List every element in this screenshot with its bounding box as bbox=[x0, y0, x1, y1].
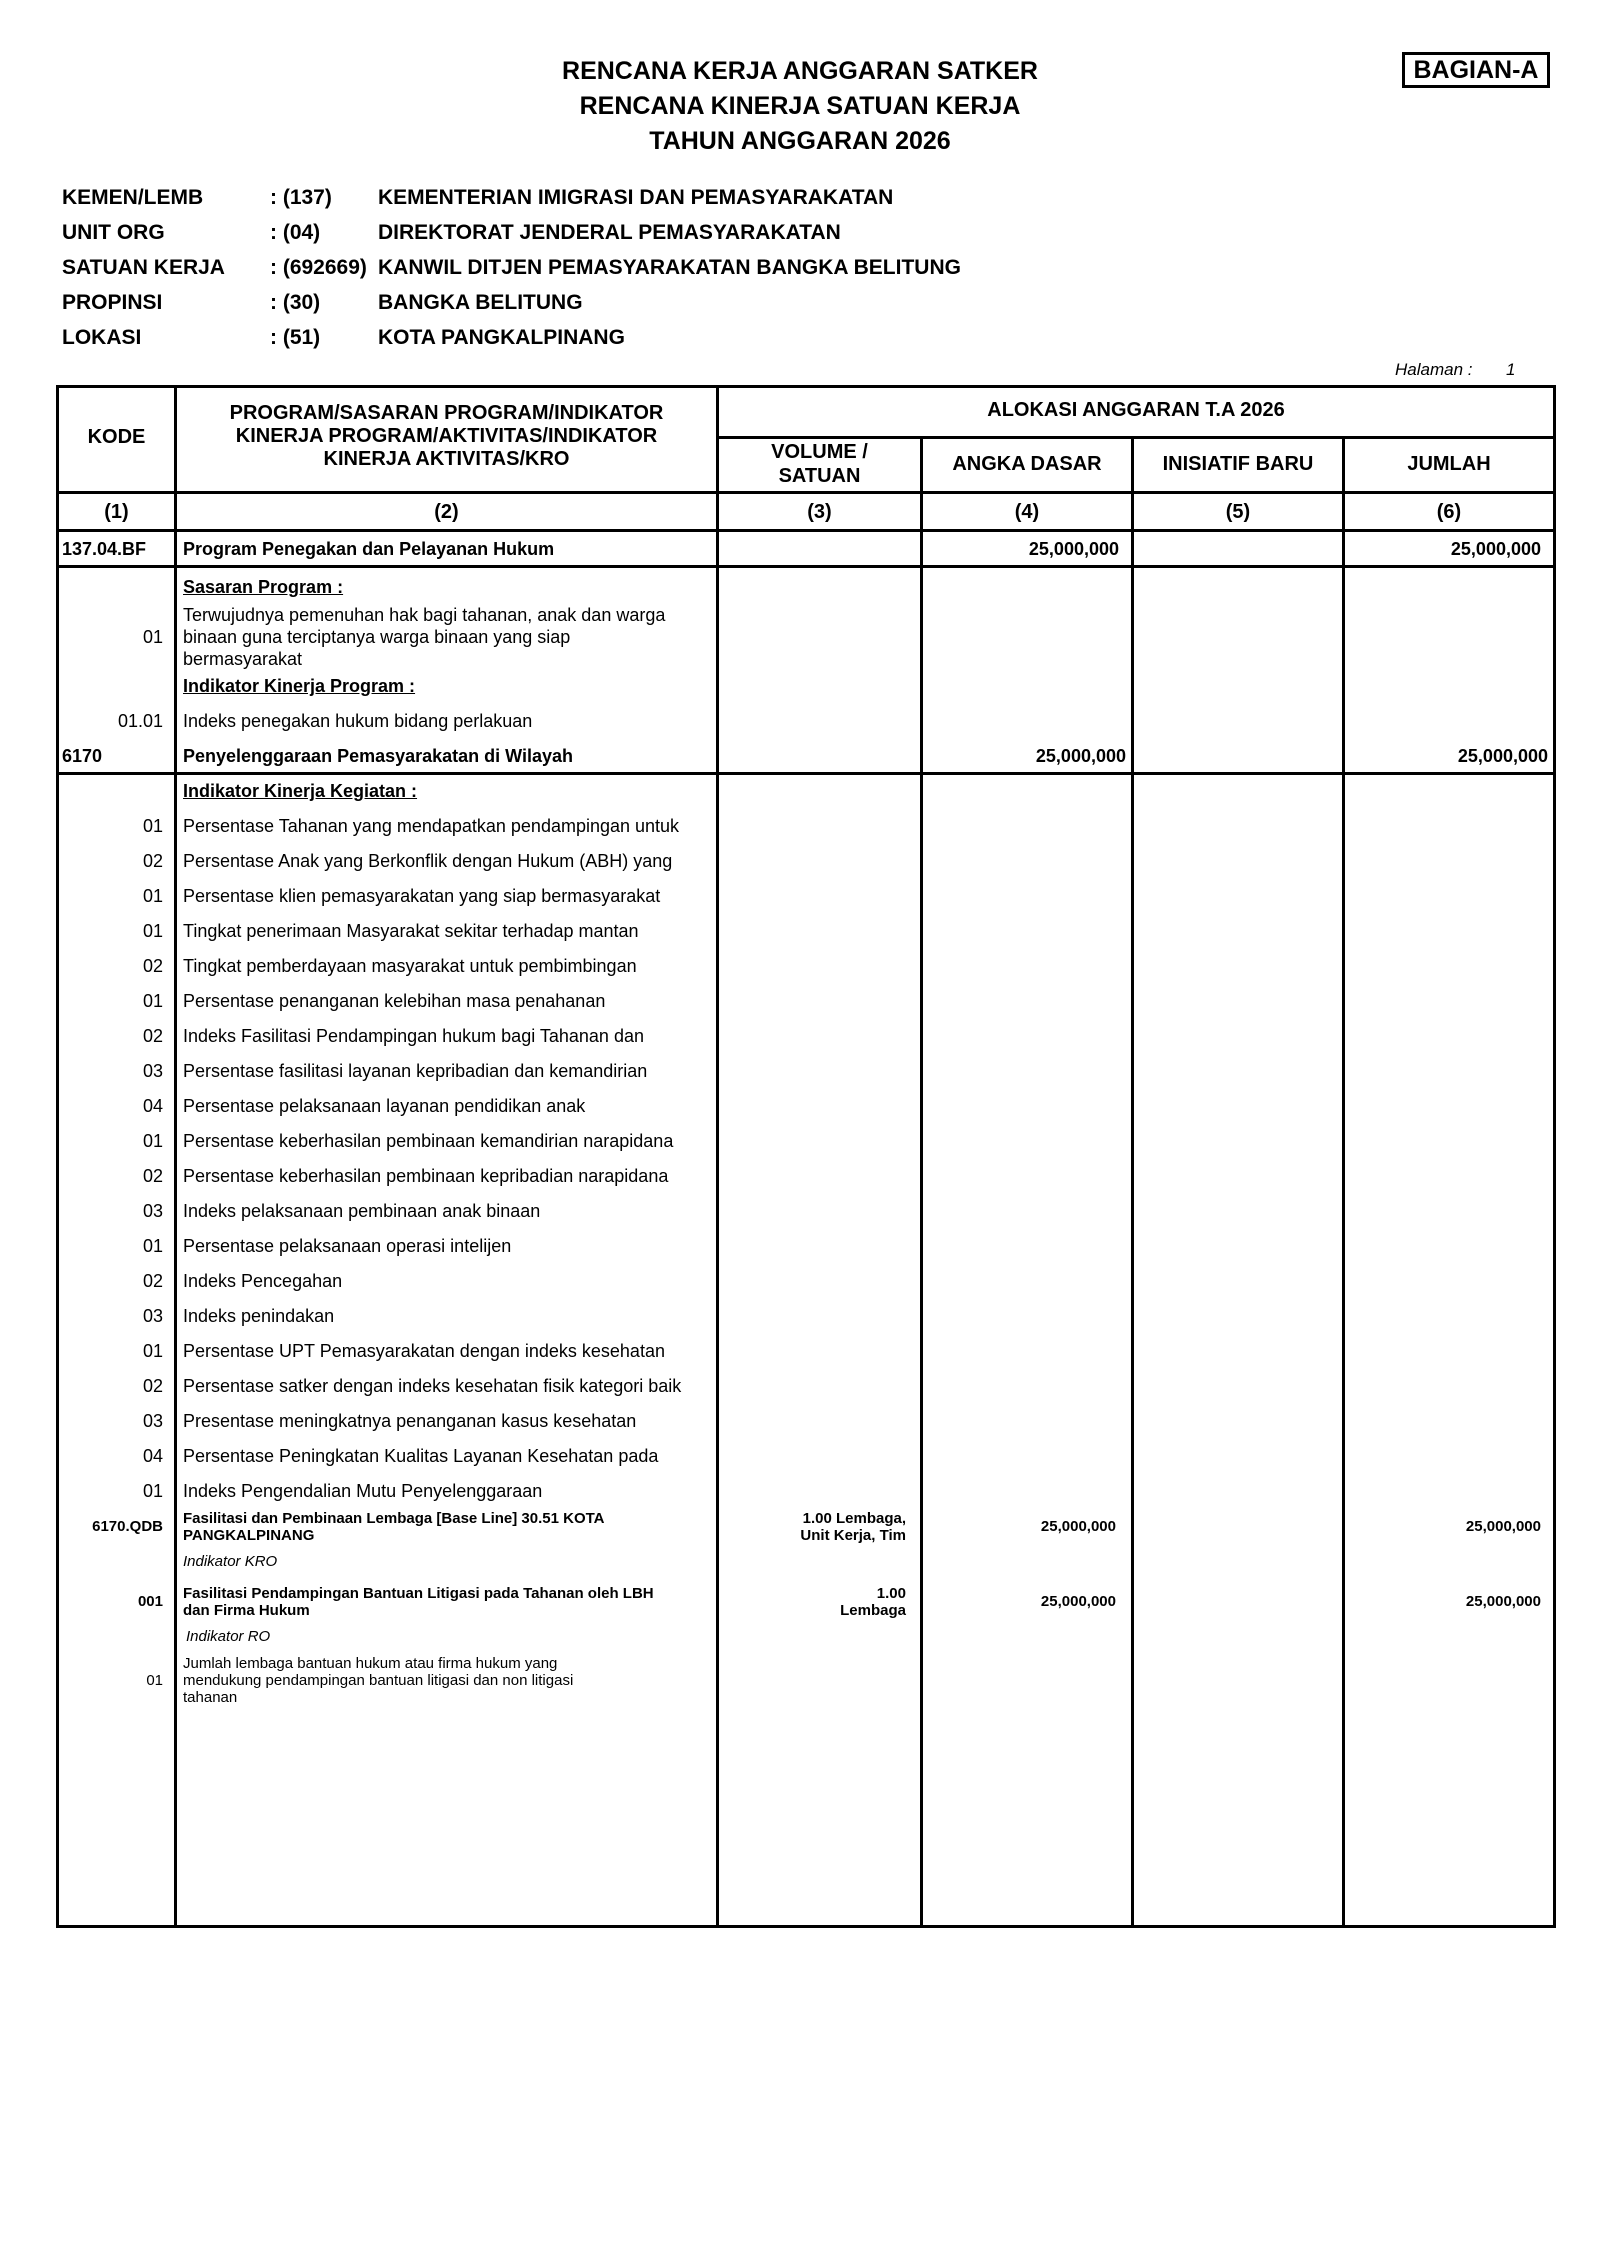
iro-line3: tahanan bbox=[183, 1689, 238, 1706]
ikk-text: Persentase Tahanan yang mendapatkan pendampingan untuk bbox=[183, 816, 680, 836]
sasaran-label: Sasaran Program : bbox=[183, 577, 344, 597]
ikk-code: 03 bbox=[142, 1061, 163, 1081]
header-volume-line1: VOLUME / bbox=[771, 441, 868, 463]
sasaran-line1: Terwujudnya pemenuhan hak bagi tahanan, anak dan warga bbox=[183, 605, 666, 625]
ikk-text: Indeks pelaksanaan pembinaan anak binaan bbox=[183, 1201, 541, 1221]
kegiatan-angka-dasar: 25,000,000 bbox=[1035, 746, 1126, 766]
ikk-code: 02 bbox=[142, 851, 163, 871]
iro-line2: mendukung pendampingan bantuan litigasi dan non litigasi bbox=[183, 1672, 574, 1689]
report-title: RENCANA KERJA ANGGARAN SATKER bbox=[562, 57, 1038, 85]
meta-code-lokasi: : (51) bbox=[270, 326, 321, 349]
sasaran-code: 01 bbox=[142, 627, 163, 647]
ikk-text: Persentase satker dengan indeks kesehatan fisik kategori baik bbox=[183, 1376, 682, 1396]
ikk-code: 04 bbox=[142, 1096, 163, 1116]
meta-label-propinsi: PROPINSI bbox=[62, 291, 163, 314]
program-angka-dasar: 25,000,000 bbox=[1028, 539, 1119, 559]
row-divider bbox=[56, 529, 1556, 532]
kro-name-line1: Fasilitasi dan Pembinaan Lembaga [Base Line] 30.51 KOTA bbox=[183, 1510, 605, 1527]
kegiatan-code: 6170 bbox=[62, 746, 103, 766]
kro-indicator-label: Indikator KRO bbox=[183, 1553, 278, 1570]
ikk-text: Indeks Fasilitasi Pendampingan hukum bagi Tahanan dan bbox=[183, 1026, 644, 1046]
program-code: 137.04.BF bbox=[62, 539, 147, 559]
col-number-2: (2) bbox=[434, 501, 459, 523]
meta-label-lokasi: LOKASI bbox=[62, 326, 142, 349]
col-number-5: (5) bbox=[1225, 501, 1251, 523]
section-badge: BAGIAN-A bbox=[1402, 52, 1550, 88]
meta-code-kemen: : (137) bbox=[270, 186, 332, 209]
page-label: Halaman : bbox=[1395, 360, 1473, 379]
kegiatan-name: Penyelenggaraan Pemasyarakatan di Wilayah bbox=[183, 746, 574, 766]
ikk-text: Tingkat pemberdayaan masyarakat untuk pembimbingan bbox=[183, 956, 637, 976]
col-divider bbox=[716, 385, 719, 1928]
ikk-code: 02 bbox=[142, 1376, 163, 1396]
program-name: Program Penegakan dan Pelayanan Hukum bbox=[183, 539, 555, 559]
kro-volume-line1: 1.00 Lembaga, bbox=[802, 1510, 906, 1527]
header-inisiatif-baru: INISIATIF BARU bbox=[1162, 453, 1314, 475]
header-program-line3: KINERJA AKTIVITAS/KRO bbox=[323, 448, 570, 470]
ikk-code: 01 bbox=[142, 1131, 163, 1151]
sasaran-line3: bermasyarakat bbox=[183, 649, 303, 669]
iro-line1: Jumlah lembaga bantuan hukum atau firma hukum yang bbox=[183, 1655, 558, 1672]
ikk-code: 01 bbox=[142, 1236, 163, 1256]
row-divider bbox=[56, 491, 1556, 494]
meta-code-satker: : (692669) bbox=[270, 256, 367, 279]
ikk-text: Persentase pelaksanaan layanan pendidikan anak bbox=[183, 1096, 586, 1116]
ro-code: 001 bbox=[137, 1593, 163, 1610]
ikk-code: 01 bbox=[142, 921, 163, 941]
ikk-text: Persentase penanganan kelebihan masa penahanan bbox=[183, 991, 606, 1011]
col-divider bbox=[1342, 437, 1345, 1928]
ikk-code: 02 bbox=[142, 1026, 163, 1046]
kro-code: 6170.QDB bbox=[92, 1518, 163, 1535]
ikk-code: 03 bbox=[142, 1201, 163, 1221]
ikk-text: Indeks Pengendalian Mutu Penyelenggaraan bbox=[183, 1481, 543, 1501]
header-alokasi: ALOKASI ANGGARAN T.A 2026 bbox=[987, 399, 1285, 421]
meta-label-satker: SATUAN KERJA bbox=[62, 256, 225, 279]
ro-angka-dasar: 25,000,000 bbox=[1040, 1593, 1116, 1610]
meta-label-kemen: KEMEN/LEMB bbox=[62, 186, 204, 209]
header-program-line1: PROGRAM/SASARAN PROGRAM/INDIKATOR bbox=[229, 402, 664, 424]
report-subtitle: RENCANA KINERJA SATUAN KERJA bbox=[579, 92, 1021, 120]
col-divider bbox=[1131, 437, 1134, 1928]
row-divider bbox=[56, 565, 1556, 568]
ro-volume-line1: 1.00 bbox=[876, 1585, 906, 1602]
ro-jumlah: 25,000,000 bbox=[1465, 1593, 1541, 1610]
meta-label-unit: UNIT ORG bbox=[62, 221, 165, 244]
ro-volume-line2: Lembaga bbox=[840, 1602, 906, 1619]
ikk-code: 02 bbox=[142, 956, 163, 976]
kegiatan-jumlah: 25,000,000 bbox=[1457, 746, 1548, 766]
meta-value-unit: DIREKTORAT JENDERAL PEMASYARAKATAN bbox=[378, 221, 841, 244]
program-jumlah: 25,000,000 bbox=[1450, 539, 1541, 559]
col-number-1: (1) bbox=[104, 501, 129, 523]
ro-name-line1: Fasilitasi Pendampingan Bantuan Litigasi pada Tahanan oleh LBH bbox=[183, 1585, 654, 1602]
ikk-text: Indeks Pencegahan bbox=[183, 1271, 343, 1291]
ikp-text: Indeks penegakan hukum bidang perlakuan bbox=[183, 711, 533, 731]
ro-name-line2: dan Firma Hukum bbox=[183, 1602, 310, 1619]
meta-value-lokasi: KOTA PANGKALPINANG bbox=[378, 326, 625, 349]
ikk-text: Persentase klien pemasyarakatan yang siap bermasyarakat bbox=[183, 886, 661, 906]
ikk-text: Persentase fasilitasi layanan kepribadian dan kemandirian bbox=[183, 1061, 648, 1081]
header-jumlah: JUMLAH bbox=[1407, 453, 1491, 475]
kro-jumlah: 25,000,000 bbox=[1465, 1518, 1541, 1535]
col-number-3: (3) bbox=[807, 501, 832, 523]
ikk-text: Presentase meningkatnya penanganan kasus kesehatan bbox=[183, 1411, 637, 1431]
row-divider bbox=[56, 772, 1556, 775]
ikk-code: 03 bbox=[142, 1306, 163, 1326]
header-program-line2: KINERJA PROGRAM/AKTIVITAS/INDIKATOR bbox=[235, 425, 658, 447]
kro-name-line2: PANGKALPINANG bbox=[183, 1527, 315, 1544]
col-divider bbox=[920, 437, 923, 1928]
header-kode: KODE bbox=[87, 426, 146, 448]
meta-value-satker: KANWIL DITJEN PEMASYARAKATAN BANGKA BELITUNG bbox=[378, 256, 961, 279]
meta-code-propinsi: : (30) bbox=[270, 291, 321, 314]
ikp-code: 01.01 bbox=[117, 711, 163, 731]
ikk-code: 02 bbox=[142, 1166, 163, 1186]
kro-volume-line2: Unit Kerja, Tim bbox=[800, 1527, 906, 1544]
ikk-code: 01 bbox=[142, 886, 163, 906]
col-number-6: (6) bbox=[1436, 501, 1462, 523]
sasaran-line2: binaan guna terciptanya warga binaan yang siap bbox=[183, 627, 571, 647]
kro-angka-dasar: 25,000,000 bbox=[1040, 1518, 1116, 1535]
ikk-label: Indikator Kinerja Kegiatan : bbox=[183, 781, 418, 801]
header-volume-line2: SATUAN bbox=[778, 465, 861, 487]
report-year: TAHUN ANGGARAN 2026 bbox=[649, 127, 951, 155]
header-angka-dasar: ANGKA DASAR bbox=[952, 453, 1102, 475]
ikk-text: Tingkat penerimaan Masyarakat sekitar terhadap mantan bbox=[183, 921, 639, 941]
ikk-code: 01 bbox=[142, 816, 163, 836]
ikk-code: 01 bbox=[142, 991, 163, 1011]
ikk-code: 04 bbox=[142, 1446, 163, 1466]
meta-code-unit: : (04) bbox=[270, 221, 321, 244]
ikk-text: Persentase pelaksanaan operasi intelijen bbox=[183, 1236, 512, 1256]
col-number-4: (4) bbox=[1014, 501, 1040, 523]
ikk-text: Persentase keberhasilan pembinaan kepribadian narapidana bbox=[183, 1166, 669, 1186]
meta-value-kemen: KEMENTERIAN IMIGRASI DAN PEMASYARAKATAN bbox=[378, 186, 894, 209]
page-number: 1 bbox=[1506, 360, 1516, 379]
ikk-code: 03 bbox=[142, 1411, 163, 1431]
col-divider bbox=[174, 385, 177, 1928]
ikk-code: 02 bbox=[142, 1271, 163, 1291]
ikk-code: 01 bbox=[142, 1481, 163, 1501]
ikk-text: Persentase Anak yang Berkonflik dengan Hukum (ABH) yang bbox=[183, 851, 673, 871]
ikk-code: 01 bbox=[142, 1341, 163, 1361]
meta-value-propinsi: BANGKA BELITUNG bbox=[378, 291, 583, 314]
ikk-text: Indeks penindakan bbox=[183, 1306, 335, 1326]
ikk-text: Persentase Peningkatan Kualitas Layanan Kesehatan pada bbox=[183, 1446, 659, 1466]
ikp-label: Indikator Kinerja Program : bbox=[183, 676, 416, 696]
ro-indicator-label: Indikator RO bbox=[186, 1628, 271, 1645]
ikk-text: Persentase UPT Pemasyarakatan dengan indeks kesehatan bbox=[183, 1341, 665, 1361]
row-divider bbox=[716, 436, 1556, 439]
ikk-text: Persentase keberhasilan pembinaan kemandirian narapidana bbox=[183, 1131, 674, 1151]
iro-code: 01 bbox=[146, 1672, 163, 1689]
